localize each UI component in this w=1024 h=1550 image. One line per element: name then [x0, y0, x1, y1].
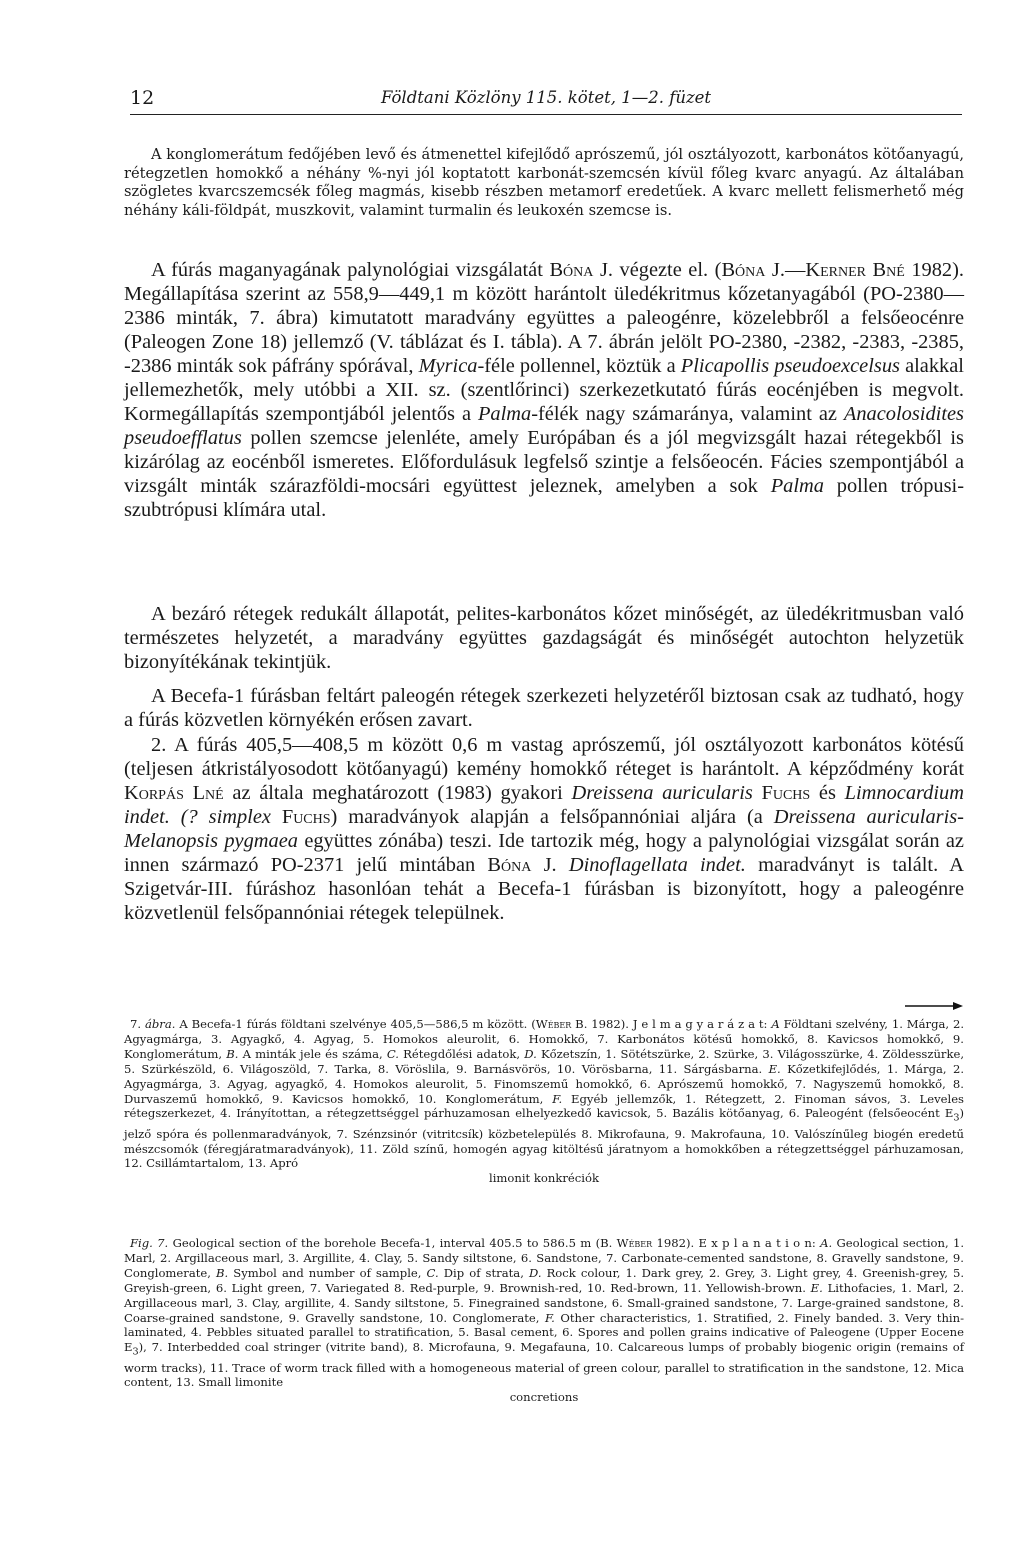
- paragraph-closing-layers: A bezáró rétegek redukált állapotát, pelites-karbonátos kőzet minőségét, az üledékritmusban való természetes helyzetét, a maradvány együttes gazdagságát és minőségét autochton helyzetük bizonyítékának tekintjük.: [124, 603, 964, 673]
- paragraph-conglomerate-cover: A konglomerátum fedőjében levő és átmenettel kifejlődő aprószemű, jól osztályozott, karbonátos kötőanyagú, rétegzetlen homokkő a néhány %-nyi jól koptatott karbonát-szemcsén kívül főleg kvarc anyagú. Az általában szögletes kvarcszemcsék főleg magmás, kisebb részben metamorf eredetűek. A kvarc mellett felismerhető még néhány káli-földpát, muszkovit, valamint turmalin és leukoxén szemcse is.: [124, 146, 964, 219]
- paragraph-structural-position: A Becefa-1 fúrásban feltárt paleogén rétegek szerkezeti helyzetéről biztosan csak az tudható, hogy a fúrás közvetlen környékén erősen zavart.: [124, 685, 964, 731]
- continued-arrow-icon: [905, 1000, 965, 1012]
- running-head: Földtani Közlöny 115. kötet, 1—2. füzet: [380, 88, 712, 107]
- page-number: 12: [130, 87, 155, 109]
- figure-caption-english: Fig. 7. Geological section of the borehole Becefa-1, interval 405.5 to 586.5 m (B. Wéber 1982). E x p l a n a t i o n: A. Geological section, 1. Marl, 2. Argillaceous marl, 3. Argillite, 4. Clay, 5. Sandy siltstone, 6. Sandstone, 7. Carbonate-cemented sandstone, 8. Gravelly sandstone, 9. Conglomerate, B. Symbol and number of sample, C. Dip of strata, D. Rock colour, 1. Dark grey, 2. Grey, 3. Light grey, 4. Greenish-grey, 5. Greyish-green, 6. Light green, 7. Variegated 8. Red-purple, 9. Brownish-red, 10. Red-brown, 11. Yellowish-brown. E. Lithofacies, 1. Marl, 2. Argillaceous marl, 3. Clay, argillite, 4. Sandy siltstone, 5. Finegrained sandstone, 6. Small-grained sandstone, 7. Large-grained sandstone, 8. Coarse-grained sandstone, 9. Gravelly sandstone, 10. Conglomerate, F. Other characteristics, 1. Stratified, 2. Finely banded. 3. Very thin-laminated, 4. Pebbles situated parallel to stratification, 5. Basal cement, 6. Spores and pollen grains indicative of Paleogene (Upper Eocene $E_3$), 7. Interbedded coal stringer (vitrite band), 8. Microfauna, 9. Megafauna, 10. Calcareous lumps of probably biogenic origin (remains of worm tracks), 11. Trace of worm track filled with a homogeneous material of green colour, parallel to stratification in the sandstone, 12. Mica content, 13. Small limonite concretions: [124, 1236, 965, 1405]
- paragraph-sandstone-layer: 2. A fúrás 405,5—408,5 m között 0,6 m vastag aprószemű, jól osztályozott karbonátos kötésű (teljesen átkristályosodott kötőanyagú) kemény homokkő réteget is harántolt. A képződmény korát Korpás Lné az általa meghatározott (1983) gyakori Dreissena auricularis Fuchs és Limnocardium indet. (? simplex Fuchs) maradványok alapján a felsőpannóniai aljára (a Dreissena auricularis-Melanopsis pygmaea együttes zónába) teszi. Ide tartozik még, hogy a palynológiai vizsgálat során az innen származó PO-2371 jelű mintában Bóna J. Dinoflagellata indet. maradványt is talált. A Szigetvár-III. fúráshoz hasonlóan tehát a Becefa-1 fúrásban is bizonyított, hogy a paleogénre közvetlenül felsőpannóniai rétegek települnek.: [124, 734, 965, 924]
- page-header: [130, 86, 962, 115]
- figure-caption-hungarian: 7. ábra. A Becefa-1 fúrás földtani szelvénye 405,5—586,5 m között. (Wéber B. 1982). J e l m a g y a r á z a t: A Földtani szelvény, 1. Márga, 2. Agyagmárga, 3. Agyagkő, 4. Agyag, 5. Homokos aleurolit, 6. Homokkő, 7. Karbonátos kötésű homokkő, 8. Kavicsos homokkő, 9. Konglomerátum, B. A minták jele és száma, C. Rétegdőlési adatok, D. Kőzetszín, 1. Sötétszürke, 2. Szürke, 3. Világosszürke, 4. Zöldesszürke, 5. Szürkészöld, 6. Világoszöld, 7. Tarka, 8. Vöröslila, 9. Barnásvörös, 10. Vörösbarna, 11. Sárgásbarna. E. Kőzetkifejlődés, 1. Márga, 2. Agyagmárga, 3. Agyag, agyagkő, 4. Homokos aleurolit, 5. Finomszemű homokkő, 6. Aprószemű homokkő, 7. Nagyszemű homokkő, 8. Durvaszemű homokkő, 9. Kavicsos homokkő, 10. Konglomerátum, F. Egyéb jellemzők, 1. Rétegzett, 2. Finoman sávos, 3. Leveles rétegszerkezet, 4. Irányítottan, a rétegzettséggel párhuzamosan elhelyezkedő kavicsok, 5. Bazális kötőanyag, 6. Paleogént (felsőeocént $E_3$) jelző spóra és pollenmaradványok, 7. Szénzsinór (vitritcsík) közbetelepülés 8. Mikrofauna, 9. Makrofauna, 10. Valószínűleg biogén eredetű mészcsomók (féregjáratmaradványok), 11. Zöld színű, homogén agyag kitöltésű járatnyom a homokkőben a rétegzettséggel párhuzamosan, 12. Csillámtartalom, 13. Apró limonit konkréciók: [124, 1017, 965, 1186]
- paragraph-palynology: A fúrás maganyagának palynológiai vizsgálatát Bóna J. végezte el. (Bóna J.—Kerner Bné 1982). Megállapítása szerint az 558,9—449,1 m között harántolt üledékritmus kőzetanyagából (PO-2380—2386 minták, 7. ábra) kimutatott maradvány együttes a paleogénre, közelebbről a felsőeocénre (Paleogen Zone 18) jellemző (V. táblázat és I. tábla). A 7. ábrán jelölt PO-2380, -2382, -2383, -2385, -2386 minták sok páfrány spórával, Myrica-féle pollennel, köztük a Plicapollis pseudoexcelsus alakkal jellemezhetők, mely utóbbi a XII. sz. (szentlőrinci) szerkezetkutató fúrás eocénjében is megvolt. Kormegállapítás szempontjából jelentős a Palma-félék nagy számaránya, valamint az Anacolosidites pseudoefflatus pollen szemcse jelenléte, amely Európában és a jól megvizsgált hazai rétegekből is kizárólag az eocénből ismeretes. Előfordulásuk legfelső szintje a felsőeocén. Fácies szempontjából a vizsgált minták szárazföldi-mocsári együttest jeleznek, amelyben a sok Palma pollen trópusi-szubtrópusi klímára utal.: [124, 259, 965, 521]
